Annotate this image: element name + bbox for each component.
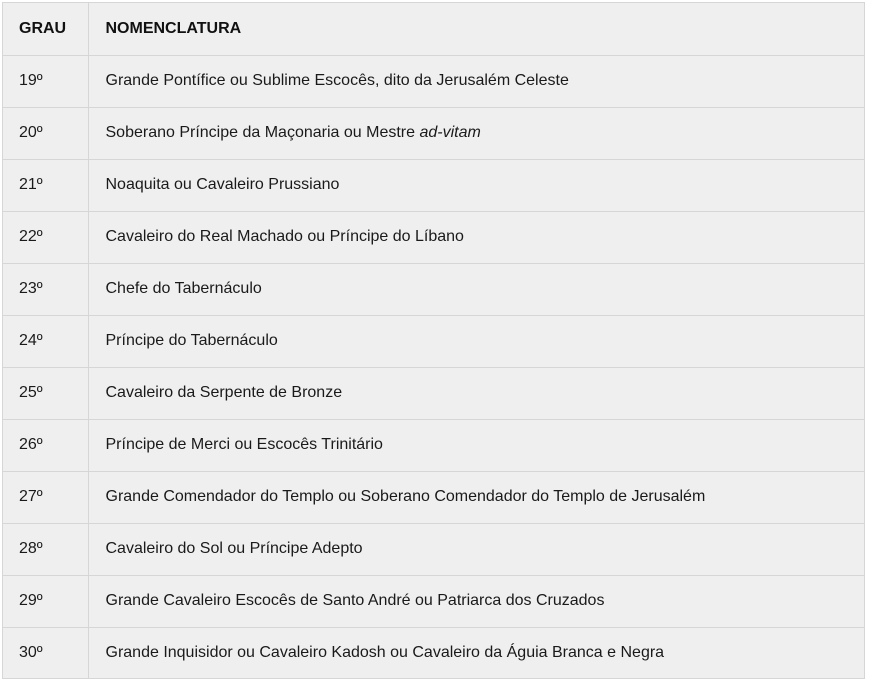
nomenclatura-cell <box>88 419 864 471</box>
grau-cell: 25º <box>3 367 88 419</box>
grau-cell: 19º <box>3 55 88 107</box>
nomenclatura-text: Cavaleiro da Serpente de Bronze <box>105 384 343 401</box>
nomenclatura-text: Grande Cavaleiro Escocês de Santo André ou Patriarca dos Cruzados <box>105 592 605 609</box>
nomenclatura-text: Cavaleiro do Sol ou Príncipe Adepto <box>105 540 363 557</box>
table-row <box>3 263 864 315</box>
nomenclatura-cell <box>88 575 864 627</box>
nomenclatura-text: Grande Comendador do Templo ou Soberano Comendador do Templo de Jerusalém <box>105 488 706 505</box>
grau-cell: 21º <box>3 159 88 211</box>
table-row <box>3 367 864 419</box>
grau-cell: 20º <box>3 107 88 159</box>
table-header-row <box>3 3 864 55</box>
nomenclatura-text: Chefe do Tabernáculo <box>105 280 262 297</box>
nomenclatura-cell <box>88 471 864 523</box>
table-row <box>3 627 864 679</box>
grau-cell: 28º <box>3 523 88 575</box>
nomenclatura-cell <box>88 211 864 263</box>
nomenclatura-cell <box>88 107 864 159</box>
table-row <box>3 55 864 107</box>
degrees-table <box>3 3 864 679</box>
nomenclatura-text: Grande Pontífice ou Sublime Escocês, dito da Jerusalém Celeste <box>105 72 569 89</box>
nomenclatura-cell <box>88 627 864 679</box>
nomenclatura-text: Soberano Príncipe da Maçonaria ou Mestre <box>105 124 420 141</box>
table-row <box>3 315 864 367</box>
nomenclatura-cell <box>88 523 864 575</box>
nomenclatura-cell <box>88 263 864 315</box>
nomenclatura-text: Grande Inquisidor ou Cavaleiro Kadosh ou Cavaleiro da Águia Branca e Negra <box>105 644 665 662</box>
nomenclatura-cell <box>88 159 864 211</box>
nomenclatura-text: Príncipe de Merci ou Escocês Trinitário <box>105 436 383 453</box>
table-row <box>3 523 864 575</box>
nomenclatura-text: Príncipe do Tabernáculo <box>105 332 278 349</box>
degrees-table-container <box>2 2 865 679</box>
header-grau: GRAU <box>3 3 88 55</box>
table-row <box>3 575 864 627</box>
table-row <box>3 211 864 263</box>
nomenclatura-text: Noaquita ou Cavaleiro Prussiano <box>105 176 340 193</box>
grau-cell: 30º <box>3 627 88 679</box>
grau-cell: 22º <box>3 211 88 263</box>
table-row <box>3 419 864 471</box>
table-row <box>3 159 864 211</box>
grau-cell: 23º <box>3 263 88 315</box>
header-nomenclatura: NOMENCLATURA <box>88 3 864 55</box>
table-row <box>3 107 864 159</box>
nomenclatura-text: Cavaleiro do Real Machado ou Príncipe do Líbano <box>105 228 464 245</box>
grau-cell: 24º <box>3 315 88 367</box>
grau-cell: 26º <box>3 419 88 471</box>
grau-cell: 27º <box>3 471 88 523</box>
grau-cell: 29º <box>3 575 88 627</box>
nomenclatura-cell <box>88 55 864 107</box>
nomenclatura-cell <box>88 367 864 419</box>
nomenclatura-italic-text: ad-vitam <box>419 124 481 141</box>
nomenclatura-cell <box>88 315 864 367</box>
table-row <box>3 471 864 523</box>
